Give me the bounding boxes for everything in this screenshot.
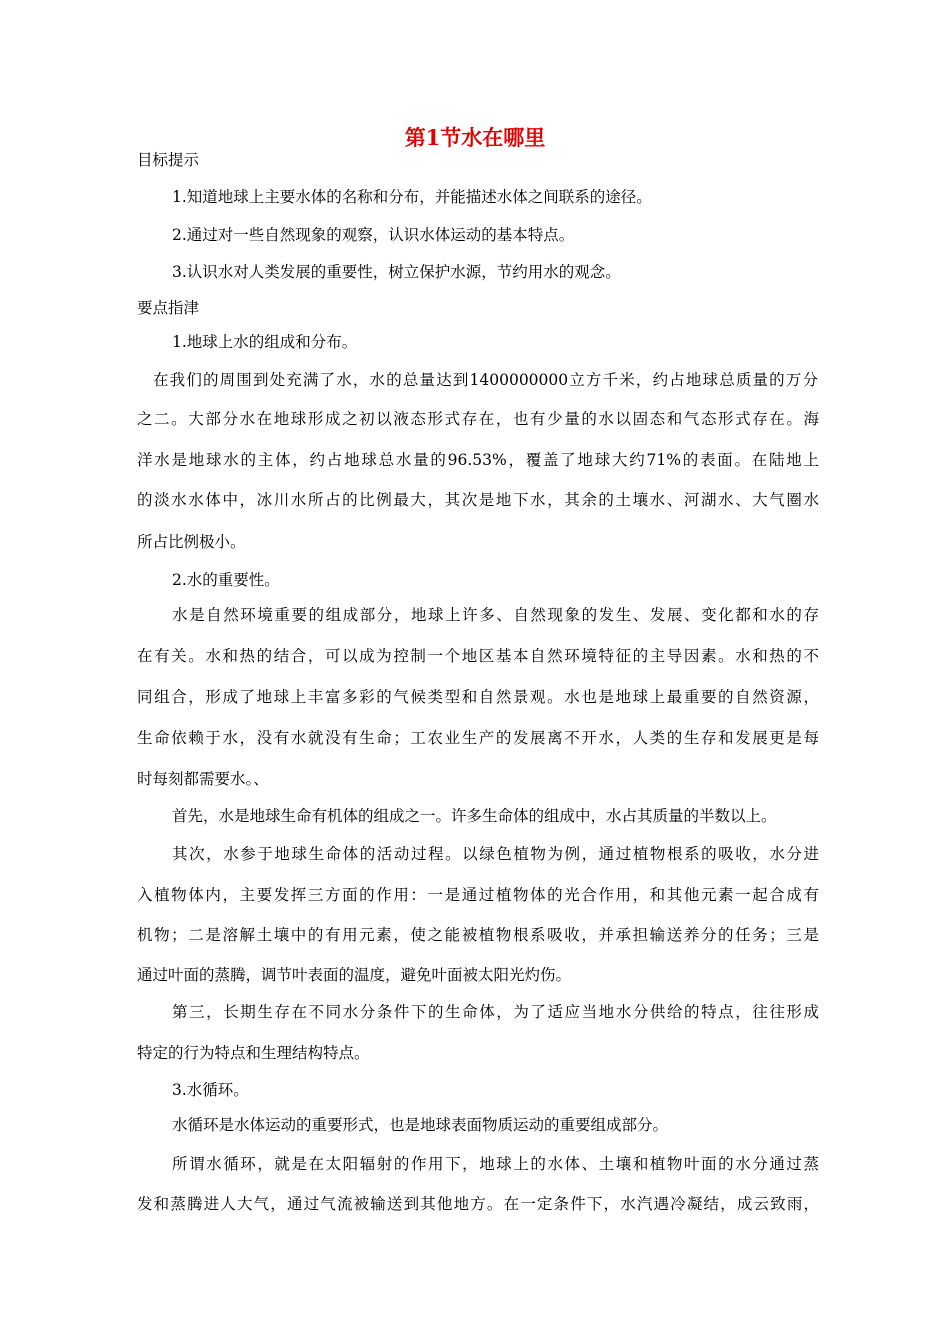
paragraph-line: 在有关。水和热的结合，可以成为控制一个地区基本自然环境特征的主导因素。水和热的不 (137, 647, 819, 665)
paragraph-line: 其次，水参于地球生命体的活动过程。以绿色植物为例，通过植物根系的吸收，水分进 (172, 845, 819, 863)
page-title: 第1节水在哪里 (404, 125, 546, 150)
subheading: 3.水循环。 (172, 1081, 249, 1099)
paragraph-line: 之二。大部分水在地球形成之初以液态形式存在，也有少量的水以固态和气态形式存在。海 (137, 410, 819, 428)
subheading: 2.水的重要性。 (172, 571, 280, 589)
paragraph-line: 机物；二是溶解土壤中的有用元素，使之能被植物根系吸收，并承担输送养分的任务；三是 (137, 926, 819, 944)
subheading: 1.地球上水的组成和分布。 (172, 333, 358, 351)
paragraph-line: 的淡水水体中，冰川水所占的比例最大，其次是地下水，其余的土壤水、河湖水、大气圈水 (137, 491, 819, 509)
goal-item: 1.知道地球上主要水体的名称和分布，并能描述水体之间联系的途径。 (172, 188, 652, 206)
paragraph-line: 时每刻都需要水。、 (137, 770, 269, 788)
paragraph-line: 第三，长期生存在不同水分条件下的生命体，为了适应当地水分供给的特点，往往形成 (172, 1003, 819, 1021)
paragraph-line: 通过叶面的蒸腾，调节叶表面的温度，避免叶面被太阳光灼伤。 (137, 966, 572, 984)
paragraph-line: 所谓水循环，就是在太阳辐射的作用下，地球上的水体、土壤和植物叶面的水分通过蒸 (172, 1155, 819, 1173)
paragraph-line: 所占比例极小。 (137, 533, 246, 551)
goal-item: 2.通过对一些自然现象的观察，认识水体运动的基本特点。 (172, 226, 575, 244)
paragraph-line: 首先，水是地球生命有机体的组成之一。许多生命体的组成中，水占其质量的半数以上。 (172, 807, 777, 825)
goal-item: 3.认识水对人类发展的重要性，树立保护水源，节约用水的观念。 (172, 263, 621, 281)
paragraph-line: 同组合，形成了地球上丰富多彩的气候类型和自然景观。水也是地球上最重要的自然资源， (137, 688, 819, 706)
paragraph-line: 水循环是水体运动的重要形式，也是地球表面物质运动的重要组成部分。 (172, 1116, 669, 1134)
section-heading-points: 要点指津 (137, 299, 200, 317)
paragraph-line: 水是自然环境重要的组成部分，地球上许多、自然现象的发生、发展、变化都和水的存 (172, 606, 819, 624)
paragraph-line: 入植物体内，主要发挥三方面的作用：一是通过植物体的光合作用，和其他元素一起合成有 (137, 886, 819, 904)
paragraph-line: 特定的行为特点和生理结构特点。 (137, 1044, 370, 1062)
paragraph-line: 发和蒸腾进人大气，通过气流被输送到其他地方。在一定条件下，水汽遇冷凝结，成云致雨， (137, 1195, 819, 1213)
section-heading-goals: 目标提示 (137, 151, 200, 169)
paragraph-line: 在我们的周围到处充满了水，水的总量达到1400000000立方千米，约占地球总质量的万分 (153, 371, 818, 389)
paragraph-line: 洋水是地球水的主体，约占地球总水量的96.53%，覆盖了地球大约71%的表面。在陆地上 (137, 451, 819, 469)
paragraph-line: 生命依赖于水，没有水就没有生命；工农业生产的发展离不开水，人类的生存和发展更是每 (137, 729, 819, 747)
